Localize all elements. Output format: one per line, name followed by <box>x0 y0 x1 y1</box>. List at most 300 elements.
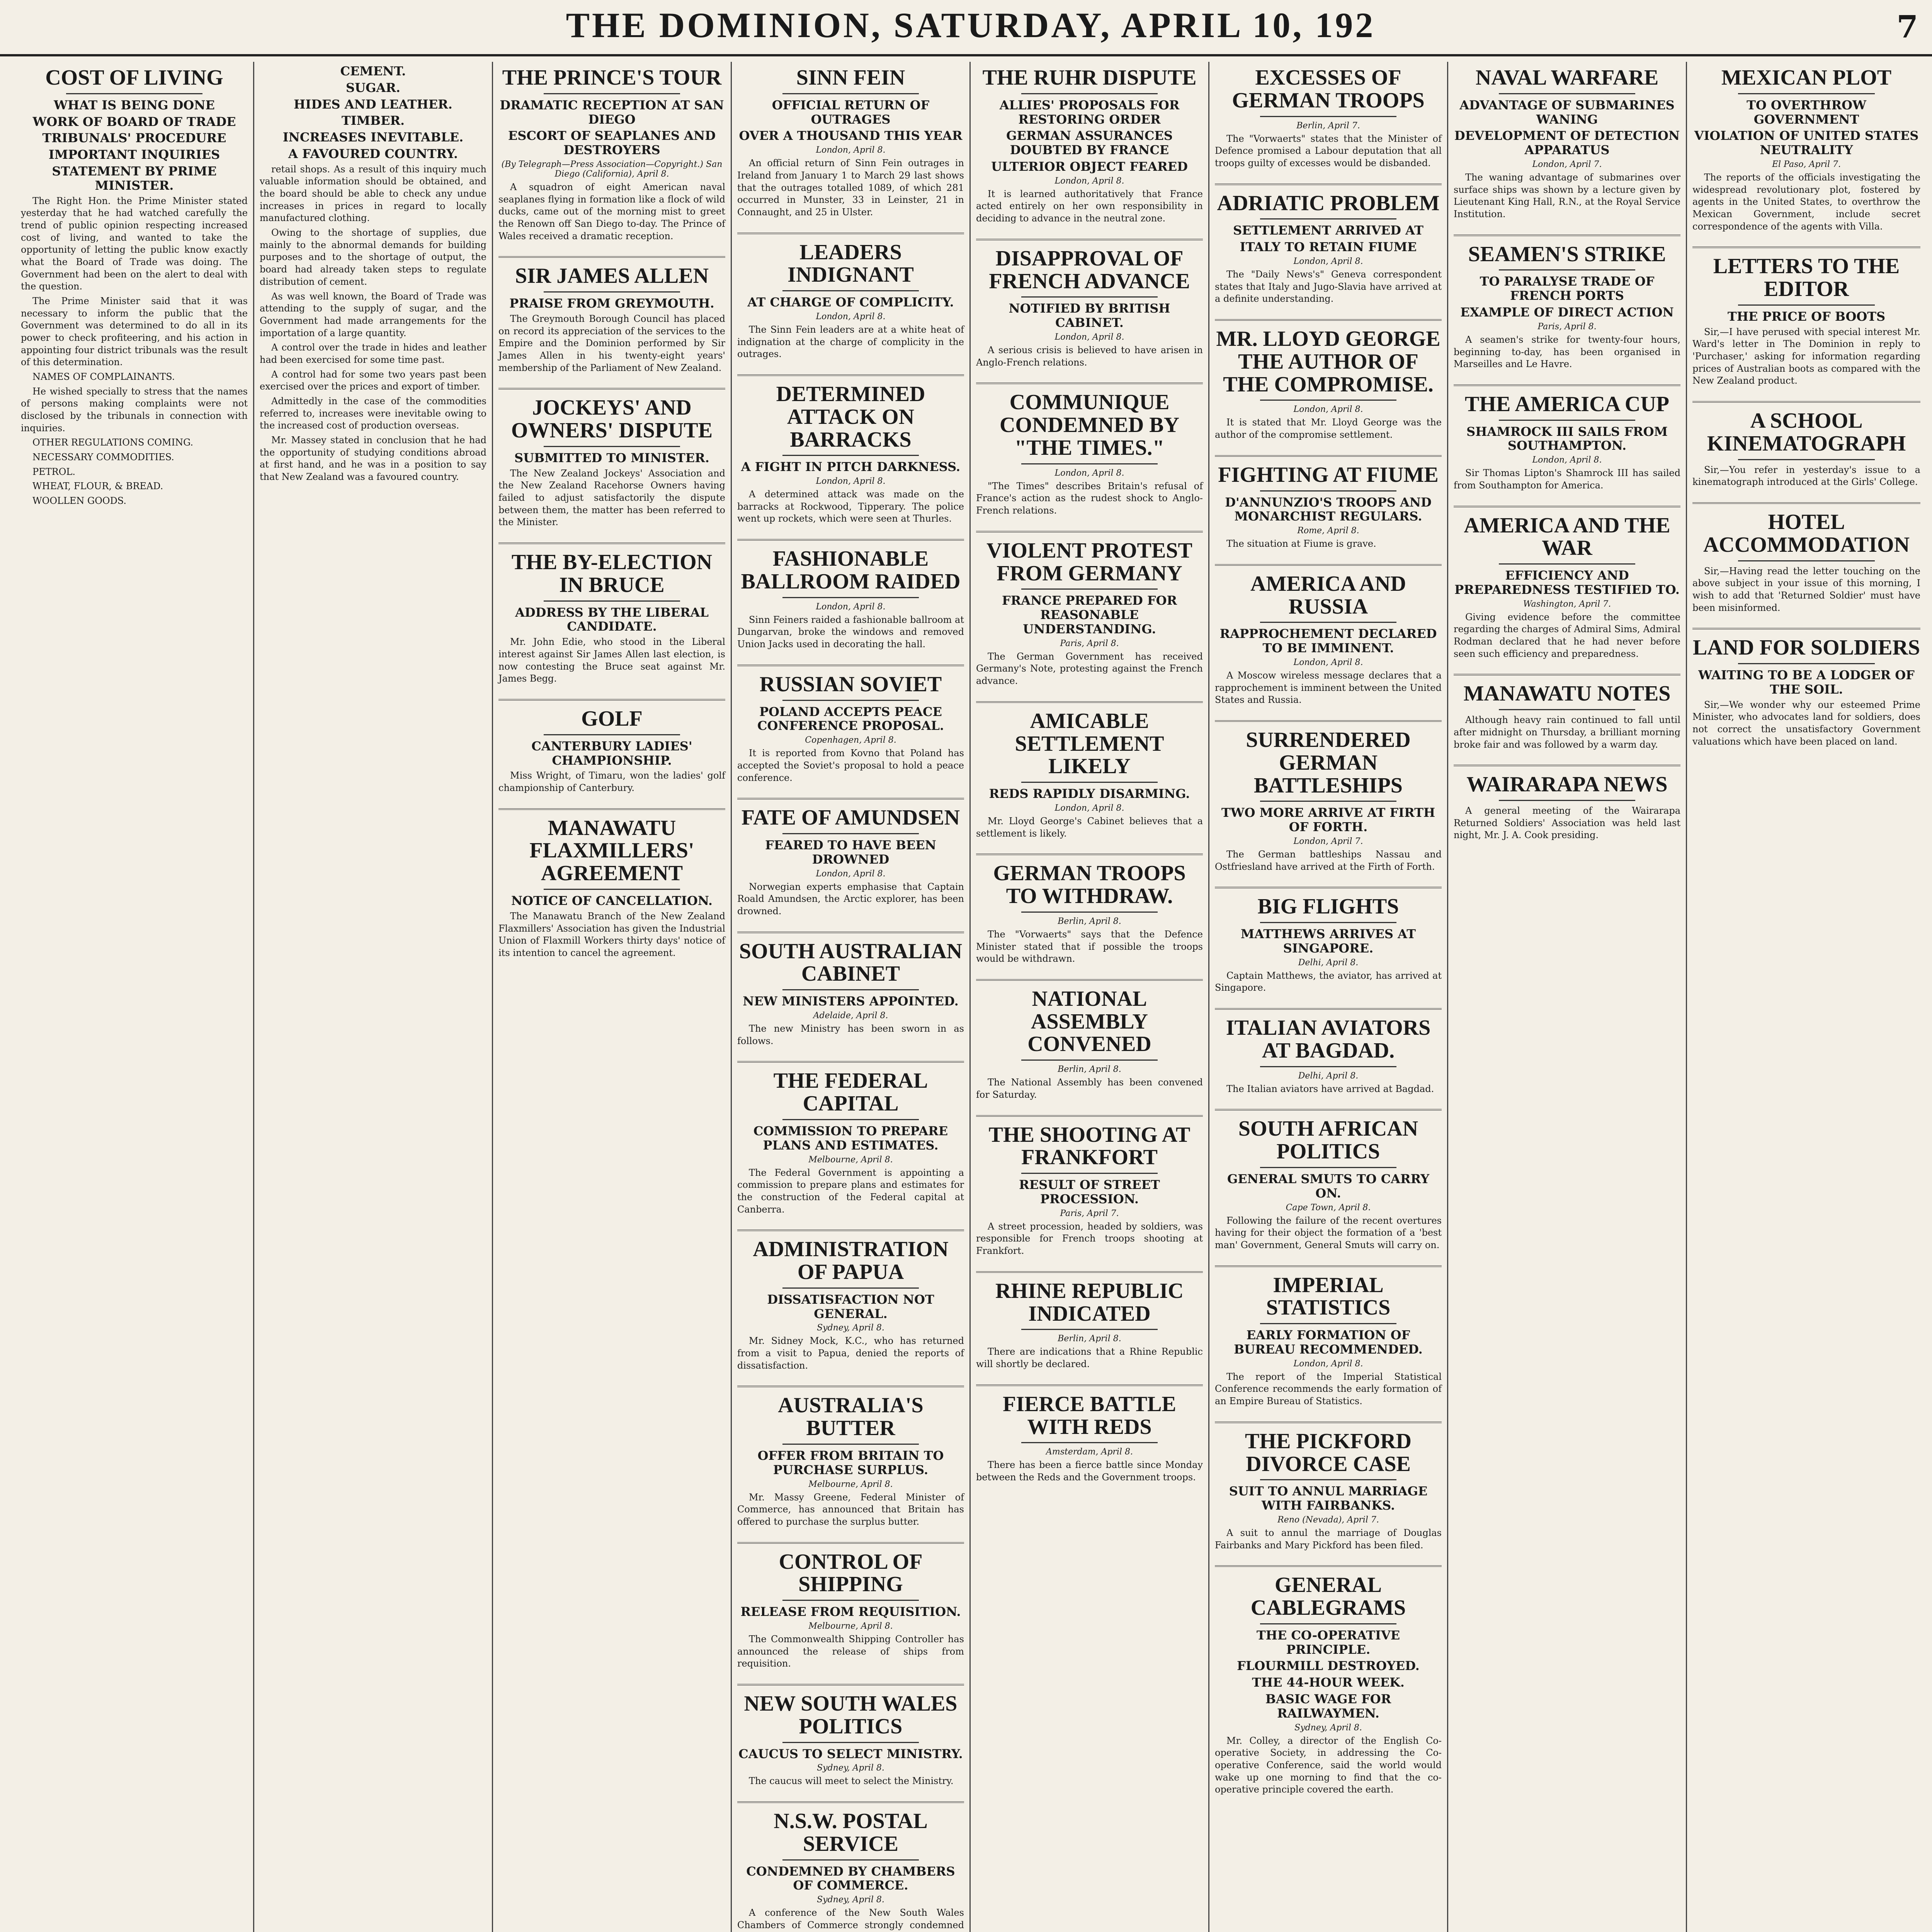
article <box>498 817 725 959</box>
article-separator <box>737 1542 964 1544</box>
article-paragraph: retail shops. As a result of this inquiry much valuable information should be obtained, and the board should be able to check any undue increases in prices in regard to locally manufactured clothing. <box>260 163 486 224</box>
article-subhead: CONDEMNED BY CHAMBERS OF COMMERCE. <box>746 1864 955 1893</box>
headline-rule <box>1738 93 1875 94</box>
article <box>1215 1017 1442 1095</box>
article-paragraph: Mr. John Edie, who stood in the Liberal interest against Sir James Allen last election, is now contesting the Bruce seat against Mr. James Begg. <box>498 636 725 684</box>
article-headline: ITALIAN AVIATORS AT BAGDAD. <box>1226 1016 1431 1063</box>
article-paragraph: Although heavy rain continued to fall until after midnight on Thursday, a brilliant morning broke fair and was followed by a warm day. <box>1454 714 1680 750</box>
article-subhead: TWO MORE ARRIVE AT FIRTH OF FORTH. <box>1221 805 1435 835</box>
headline-rule <box>1260 1479 1396 1480</box>
article-paragraph: He wished specially to stress that the names of persons making complaints were not disclosed by the tribunals in connection with inquiries. <box>21 386 248 434</box>
article-subhead: REDS RAPIDLY DISARMING. <box>989 786 1190 801</box>
article-separator <box>498 256 725 258</box>
article-paragraph: Admittedly in the case of the commodities referred to, increases were inevitable owing to the increased cost of production overseas. <box>260 395 486 431</box>
article-headline: FATE OF AMUNDSEN <box>741 806 960 830</box>
article-subhead: COMMISSION TO PREPARE PLANS AND ESTIMATES. <box>753 1123 948 1153</box>
article-paragraph: The waning advantage of submarines over surface ships was shown by a lecture given by Lieutenant King Hall, R.N., at the Royal Service Institution. <box>1454 172 1680 219</box>
article-subhead: NEW MINISTERS APPOINTED. <box>743 994 959 1009</box>
article <box>1215 573 1442 706</box>
article-dateline: Amsterdam, April 8. <box>1046 1447 1133 1457</box>
article-separator <box>976 383 1203 384</box>
article-paragraph: The "Vorwaerts" says that the Defence Minister stated that if possible the troops would be withdrawn. <box>976 929 1203 964</box>
article-paragraph: Mr. Sidney Mock, K.C., who has returned from a visit to Papua, denied the reports of dissatisfaction. <box>737 1335 964 1371</box>
masthead <box>0 0 1932 56</box>
article <box>498 265 725 374</box>
article-separator <box>976 1384 1203 1386</box>
article <box>1215 1117 1442 1251</box>
article-headline: BIG FLIGHTS <box>1257 895 1399 919</box>
article-headline: LETTERS TO THE EDITOR <box>1713 254 1900 301</box>
headline-rule <box>1260 1167 1396 1168</box>
article-headline: THE RUHR DISPUTE <box>982 66 1197 90</box>
article-headline: AMERICA AND RUSSIA <box>1250 571 1406 619</box>
article-subhead: FRANCE PREPARED FOR REASONABLE UNDERSTANDING. <box>1002 593 1177 636</box>
headline-rule <box>544 889 680 890</box>
headline-rule <box>544 291 680 293</box>
article <box>1692 255 1920 387</box>
article-dateline: Berlin, April 8. <box>1058 916 1121 926</box>
article-subhead: EARLY FORMATION OF BUREAU RECOMMENDED. <box>1234 1328 1423 1357</box>
article-headline: IMPERIAL STATISTICS <box>1266 1273 1391 1320</box>
article <box>976 1124 1203 1257</box>
headline-rule <box>782 1859 918 1861</box>
article-paragraph: It is reported from Kovno that Poland has accepted the Soviet's proposal to hold a peace conference. <box>737 748 964 783</box>
article-separator <box>498 388 725 389</box>
article <box>737 806 964 917</box>
article-separator <box>1692 247 1920 248</box>
headline-rule <box>1260 922 1396 923</box>
article-paragraph: The German Government has received Germany's Note, protesting against the French advance. <box>976 651 1203 687</box>
article-dateline: Melbourne, April 8. <box>808 1621 893 1631</box>
article-headline: COST OF LIVING <box>45 66 223 90</box>
article <box>1454 243 1680 371</box>
article-headline: SINN FEIN <box>796 66 905 90</box>
article <box>737 1238 964 1372</box>
article <box>1692 636 1920 748</box>
article-separator <box>737 1386 964 1387</box>
article-headline: COMMUNIQUE CONDEMNED BY "THE TIMES." <box>999 390 1180 460</box>
article-headline: NATIONAL ASSEMBLY CONVENED <box>1027 986 1151 1056</box>
article <box>21 66 248 507</box>
article-paragraph: WHEAT, FLOUR, & BREAD. <box>32 481 163 492</box>
article-paragraph: A seamen's strike for twenty-four hours, beginning to-day, has been organised in Marseilles and Le Havre. <box>1454 334 1680 370</box>
article <box>976 247 1203 369</box>
article <box>1215 729 1442 873</box>
article-subhead: OVER A THOUSAND THIS YEAR <box>739 128 963 143</box>
article <box>737 1692 964 1787</box>
article-paragraph: The Right Hon. the Prime Minister stated yesterday that he had watched carefully the trend of public opinion respecting increased cost of living, and wanted to take the opportunity of letting the public know exactly what the Board of Trade was doing. The Government had been on the alert to deal with the question. <box>21 195 248 292</box>
article-paragraph: OTHER REGULATIONS COMING. <box>32 437 194 448</box>
article-subhead: TRIBUNALS' PROCEDURE <box>42 131 226 146</box>
article <box>498 707 725 794</box>
article-paragraph: Mr. Lloyd George's Cabinet believes that a settlement is likely. <box>976 815 1203 839</box>
article-subhead: NOTICE OF CANCELLATION. <box>511 893 713 908</box>
article <box>737 1070 964 1216</box>
headline-rule <box>544 734 680 735</box>
article-separator <box>737 1230 964 1231</box>
article <box>976 1393 1203 1484</box>
headline-rule <box>1738 459 1875 460</box>
column-4 <box>732 62 971 1932</box>
article-subhead: FEARED TO HAVE BEEN DROWNED <box>765 837 936 867</box>
article-dateline: Copenhagen, April 8. <box>805 735 896 745</box>
headline-rule <box>782 455 918 456</box>
article-dateline: London, April 8. <box>1054 176 1124 186</box>
article-paragraph: Sir,—We wonder why our esteemed Prime Minister, who advocates land for soldiers, does not correct the unsatisfactory Government valuations which have been placed on land. <box>1692 699 1920 747</box>
headline-rule <box>1260 1623 1396 1624</box>
article-paragraph: A squadron of eight American naval seaplanes flying in formation like a flock of wild ducks, came out of the morning mist to greet the Renown off San Diego to-day. The Prince of Wales received a dramatic reception. <box>498 181 725 242</box>
headline-rule <box>1021 93 1157 94</box>
article-dateline: Delhi, April 8. <box>1298 1071 1359 1081</box>
article-paragraph: A control over the trade in hides and leather had been exercised for some time past. <box>260 342 486 365</box>
headline-rule <box>1021 782 1157 783</box>
article-dateline: London, April 7. <box>1293 837 1363 846</box>
article-dateline: Berlin, April 7. <box>1296 121 1360 131</box>
article-headline: RHINE REPUBLIC INDICATED <box>995 1279 1184 1326</box>
article <box>1215 328 1442 441</box>
article-paragraph: The "Daily News's" Geneva correspondent states that Italy and Jugo-Slavia have arrived at a definite understanding. <box>1215 269 1442 304</box>
article <box>1215 895 1442 994</box>
headline-rule <box>1260 400 1396 401</box>
article <box>737 241 964 361</box>
headline-rule <box>782 1600 918 1601</box>
article-subhead: FLOURMILL DESTROYED. <box>1237 1658 1420 1673</box>
article-paragraph: WOOLLEN GOODS. <box>32 495 127 507</box>
article-subhead: CEMENT. <box>340 64 406 78</box>
article-subhead: RAPPROCHEMENT DECLARED TO BE IMMINENT. <box>1219 626 1437 656</box>
article-headline: A SCHOOL KINEMATOGRAPH <box>1707 409 1906 456</box>
headline-rule <box>1499 800 1635 801</box>
article-dateline: Rome, April 8. <box>1297 526 1359 536</box>
article-headline: NEW SOUTH WALES POLITICS <box>744 1692 957 1738</box>
article-headline: MR. LLOYD GEORGE THE AUTHOR OF THE COMPROMISE. <box>1216 327 1440 396</box>
column-2 <box>254 62 493 1932</box>
article-paragraph: Sir,—I have perused with special interest Mr. Ward's letter in The Dominion in reply to 'Purchaser,' asking for information regarding prices of Australian boots as compared with the New Zealand product. <box>1692 326 1920 386</box>
article-dateline: (By Telegraph—Press Association—Copyright.) San Diego (California), April 8. <box>501 159 723 179</box>
article-paragraph: "The Times" describes Britain's refusal of France's action as the rudest shock to Anglo-French relations. <box>976 480 1203 516</box>
article-separator <box>737 932 964 933</box>
article-subhead: CANTERBURY LADIES' CHAMPIONSHIP. <box>531 738 692 768</box>
article-subhead: CAUCUS TO SELECT MINISTRY. <box>738 1746 963 1761</box>
article-paragraph: There has been a fierce battle since Monday between the Reds and the Government troops. <box>976 1459 1203 1483</box>
article-headline: THE BY-ELECTION IN BRUCE <box>511 550 713 597</box>
article-subhead: ULTERIOR OBJECT FEARED <box>991 159 1188 174</box>
article-separator <box>1454 674 1680 675</box>
article-paragraph: As was well known, the Board of Trade was attending to the supply of sugar, and the Government had made arrangements for the importation of a large quantity. <box>260 291 486 338</box>
article-headline: RUSSIAN SOVIET <box>759 672 942 696</box>
article-headline: FASHIONABLE BALLROOM RAIDED <box>741 547 961 594</box>
headline-rule <box>1021 588 1157 590</box>
article <box>976 988 1203 1101</box>
article-paragraph: The situation at Fiume is grave. <box>1226 538 1376 549</box>
article-headline: LAND FOR SOLDIERS <box>1692 636 1920 660</box>
headline-rule <box>1260 801 1396 802</box>
headline-rule <box>1260 490 1396 492</box>
article-separator <box>1454 506 1680 507</box>
article <box>976 539 1203 687</box>
headline-rule <box>782 93 918 94</box>
article-headline: DETERMINED ATTACK ON BARRACKS <box>776 382 925 452</box>
article-headline: VIOLENT PROTEST FROM GERMANY <box>986 538 1192 585</box>
headline-rule <box>1021 296 1157 298</box>
article-subhead: NOTIFIED BY BRITISH CABINET. <box>1009 301 1170 330</box>
article-paragraph: PETROL. <box>32 466 75 477</box>
article-subhead: THE CO-OPERATIVE PRINCIPLE. <box>1256 1628 1400 1657</box>
headline-rule <box>782 989 918 990</box>
headline-rule <box>1021 1329 1157 1330</box>
article <box>1215 464 1442 550</box>
article-subhead: ADDRESS BY THE LIBERAL CANDIDATE. <box>515 605 709 634</box>
article-separator <box>737 1801 964 1803</box>
column-8 <box>1687 62 1926 1932</box>
article-headline: GERMAN TROOPS TO WITHDRAW. <box>993 861 1186 908</box>
article-headline: N.S.W. POSTAL SERVICE <box>774 1809 928 1856</box>
article-subhead: OFFER FROM BRITAIN TO PURCHASE SURPLUS. <box>757 1448 944 1477</box>
article-paragraph: A conference of the New South Wales Chambers of Commerce strongly condemned <box>737 1907 964 1930</box>
article <box>1215 66 1442 170</box>
article-subhead: STATEMENT BY PRIME MINISTER. <box>52 163 217 193</box>
article-paragraph: A street procession, headed by soldiers, was responsible for French troops shooting at Frankfort. <box>976 1221 1203 1257</box>
article-subhead: IMPORTANT INQUIRIES <box>48 147 220 162</box>
article <box>1692 66 1920 233</box>
article-separator <box>1692 628 1920 629</box>
article-headline: THE SHOOTING AT FRANKFORT <box>988 1122 1190 1170</box>
article-subhead: ITALY TO RETAIN FIUME <box>1240 240 1417 255</box>
article-headline: THE AMERICA CUP <box>1465 392 1669 416</box>
article-dateline: Paris, April 8. <box>1060 638 1119 648</box>
article-separator <box>1215 1008 1442 1010</box>
article-paragraph: Norwegian experts emphasise that Captain Roald Amundsen, the Arctic explorer, has been drowned. <box>737 881 964 917</box>
article-headline: JOCKEYS' AND OWNERS' DISPUTE <box>511 396 713 443</box>
article-headline: HOTEL ACCOMMODATION <box>1703 510 1910 557</box>
article-paragraph: Mr. Massy Greene, Federal Minister of Commerce, has announced that Britain has offered to purchase the surplus butter. <box>737 1492 964 1527</box>
article-subhead: SHAMROCK III SAILS FROM SOUTHAMPTON. <box>1466 424 1668 453</box>
headline-rule <box>1499 269 1635 270</box>
article-separator <box>1215 1565 1442 1567</box>
article-separator <box>1215 1265 1442 1267</box>
article <box>1454 773 1680 842</box>
article-paragraph: Mr. Colley, a director of the English Co-operative Society, in addressing the Co-operative Conference, said the world would wake up one morning to find that the co-operative principle covered the earth. <box>1215 1735 1442 1795</box>
article-paragraph: A suit to annul the marriage of Douglas Fairbanks and Mary Pickford has been filed. <box>1215 1527 1442 1551</box>
article-separator <box>1215 455 1442 457</box>
column-6 <box>1209 62 1448 1932</box>
column-3 <box>493 62 732 1932</box>
article <box>976 391 1203 517</box>
article-paragraph: The National Assembly has been convened for Saturday. <box>976 1077 1203 1100</box>
article-paragraph: Giving evidence before the committee regarding the charges of Admiral Sims, Admiral Rodman declared that he had never before seen such efficiency and preparedness. <box>1454 611 1680 659</box>
article <box>737 1551 964 1670</box>
article <box>1215 192 1442 305</box>
article <box>260 64 486 483</box>
headline-rule <box>1499 709 1635 710</box>
article <box>976 66 1203 225</box>
article <box>976 710 1203 840</box>
article-separator <box>976 239 1203 240</box>
article-dateline: London, April 8. <box>816 476 886 486</box>
headline-rule <box>544 93 680 94</box>
article-dateline: Melbourne, April 8. <box>808 1479 893 1489</box>
article-dateline: Paris, April 7. <box>1060 1208 1119 1218</box>
article-headline: EXCESSES OF GERMAN TROOPS <box>1232 66 1425 112</box>
article-paragraph: The German battleships Nassau and Ostfriesland have arrived at the Firth of Forth. <box>1215 849 1442 872</box>
article-subhead: HIDES AND LEATHER. <box>294 97 452 112</box>
column-5 <box>971 62 1209 1932</box>
headline-rule <box>544 446 680 447</box>
article-subhead: SETTLEMENT ARRIVED AT <box>1233 223 1423 238</box>
article-subhead: THE 44-HOUR WEEK. <box>1252 1675 1405 1690</box>
article-subhead: PRAISE FROM GREYMOUTH. <box>509 296 714 311</box>
article-paragraph: Sir Thomas Lipton's Shamrock III has sailed from Southampton for America. <box>1454 468 1680 491</box>
headline-rule <box>1260 218 1396 219</box>
article-dateline: Berlin, April 8. <box>1058 1334 1121 1344</box>
article-paragraph: Sir,—You refer in yesterday's issue to a kinematograph introduced at the Girls' College. <box>1692 464 1920 488</box>
article <box>1454 514 1680 660</box>
article-headline: LEADERS INDIGNANT <box>787 240 914 287</box>
article-paragraph: There are indications that a Rhine Republic will shortly be declared. <box>976 1346 1203 1370</box>
article-separator <box>976 1115 1203 1117</box>
headline-rule <box>1260 622 1396 623</box>
article-separator <box>498 808 725 810</box>
headline-rule <box>782 833 918 834</box>
article-subhead: OFFICIAL RETURN OF OUTRAGES <box>772 97 930 127</box>
article-subhead: GERMAN ASSURANCES DOUBTED BY FRANCE <box>1006 128 1173 158</box>
article-headline: NAVAL WARFARE <box>1475 66 1659 90</box>
article-separator <box>976 701 1203 703</box>
article <box>1454 393 1680 492</box>
article <box>737 66 964 219</box>
article-separator <box>976 1271 1203 1273</box>
article-separator <box>1215 720 1442 722</box>
article <box>737 548 964 651</box>
article-paragraph: Following the failure of the recent overtures having for their object the formation of a 'best man' Government, General Smuts will carry on. <box>1215 1215 1442 1250</box>
headline-rule <box>1499 420 1635 421</box>
article-paragraph: The Greymouth Borough Council has placed on record its appreciation of the services to the Empire and the Dominion performed by Sir James Allen in his twenty-eight years' membership of the Parliament of New Zealand. <box>498 313 725 373</box>
headline-rule <box>1021 912 1157 913</box>
article <box>976 862 1203 965</box>
article-dateline: London, April 8. <box>1293 658 1363 667</box>
article-subhead: WORK OF BOARD OF TRADE <box>32 114 236 129</box>
article-headline: AMERICA AND THE WAR <box>1464 513 1670 560</box>
headline-rule <box>1260 116 1396 117</box>
headline-rule <box>782 1287 918 1289</box>
article-dateline: Delhi, April 8. <box>1298 957 1359 968</box>
article-subhead: RESULT OF STREET PROCESSION. <box>1019 1177 1160 1206</box>
article-dateline: London, April 8. <box>1054 803 1124 813</box>
article-dateline: London, April 8. <box>1293 257 1363 266</box>
article-headline: SIR JAMES ALLEN <box>515 264 709 288</box>
article-subhead: THE PRICE OF BOOTS <box>1727 309 1886 324</box>
article-dateline: London, April 8. <box>816 145 886 155</box>
article-separator <box>498 699 725 701</box>
article-paragraph: A Moscow wireless message declares that a rapprochement is imminent between the United States and Russia. <box>1215 670 1442 706</box>
headline-rule <box>782 700 918 701</box>
newspaper-title: THE DOMINION, SATURDAY, APRIL 10, 192 <box>566 5 1376 45</box>
article-paragraph: Sinn Feiners raided a fashionable ballroom at Dungarvan, broke the windows and removed Union Jacks used in decorating the hall. <box>737 614 964 650</box>
article-separator <box>1215 1422 1442 1423</box>
article <box>737 383 964 525</box>
article-subhead: DRAMATIC RECEPTION AT SAN DIEGO <box>500 97 724 127</box>
article-separator <box>737 665 964 666</box>
article-dateline: Washington, April 7. <box>1523 599 1611 609</box>
article-subhead: TO PARALYSE TRADE OF FRENCH PORTS <box>1480 274 1655 303</box>
article-paragraph: Sir,—Having read the letter touching on the above subject in your issue of this morning, I wish to add that 'Returned Soldier' must have been misinformed. <box>1692 565 1920 613</box>
article-headline: GENERAL CABLEGRAMS <box>1250 1573 1406 1620</box>
headline-rule <box>1021 463 1157 464</box>
article-separator <box>737 374 964 376</box>
article-headline: THE PICKFORD DIVORCE CASE <box>1245 1429 1412 1476</box>
article-dateline: Berlin, April 8. <box>1058 1065 1121 1075</box>
article <box>737 940 964 1048</box>
article-paragraph: NECESSARY COMMODITIES. <box>32 452 174 463</box>
article-dateline: London, April 7. <box>1532 159 1602 169</box>
article-headline: SURRENDERED GERMAN BATTLESHIPS <box>1246 728 1411 798</box>
article-dateline: Melbourne, April 8. <box>808 1155 893 1165</box>
article-headline: SEAMEN'S STRIKE <box>1468 242 1666 266</box>
headline-rule <box>1021 1442 1157 1443</box>
article-separator <box>1215 319 1442 321</box>
article-subhead: EFFICIENCY AND PREPAREDNESS TESTIFIED TO. <box>1454 568 1680 597</box>
article-separator <box>737 1684 964 1685</box>
article-headline: MANAWATU FLAXMILLERS' AGREEMENT <box>529 816 694 886</box>
article <box>1215 1574 1442 1796</box>
headline-rule <box>1260 1066 1396 1067</box>
article-dateline: Adelaide, April 8. <box>813 1010 888 1020</box>
headline-rule <box>782 1119 918 1120</box>
article-dateline: London, April 8. <box>1293 405 1363 415</box>
article-paragraph: Captain Matthews, the aviator, has arrived at Singapore. <box>1215 970 1442 993</box>
article-dateline: Sydney, April 8. <box>817 1323 884 1333</box>
article-headline: AMICABLE SETTLEMENT LIKELY <box>1015 709 1164 779</box>
article-subhead: A FAVOURED COUNTRY. <box>288 146 458 161</box>
article <box>1215 1430 1442 1552</box>
article-dateline: Sydney, April 8. <box>1294 1723 1362 1733</box>
article-subhead: RELEASE FROM REQUISITION. <box>740 1604 961 1619</box>
article-subhead: SUGAR. <box>346 80 400 95</box>
article-paragraph: A control had for some two years past been exercised over the prices and export of timber. <box>260 369 486 392</box>
article-headline: ADRIATIC PROBLEM <box>1217 191 1440 215</box>
column-1 <box>15 62 254 1932</box>
article-subhead: WHAT IS BEING DONE <box>54 97 215 112</box>
article-separator <box>1692 401 1920 403</box>
headline-rule <box>782 1742 918 1743</box>
article <box>1692 410 1920 488</box>
article-paragraph: Miss Wright, of Timaru, won the ladies' golf championship of Canterbury. <box>498 770 725 793</box>
article-dateline: London, April 8. <box>816 869 886 879</box>
article-dateline: London, April 8. <box>816 311 886 321</box>
article-dateline: Sydney, April 8. <box>817 1895 884 1905</box>
article-subhead: EXAMPLE OF DIRECT ACTION <box>1460 305 1674 320</box>
article <box>737 673 964 784</box>
article-subhead: DEVELOPMENT OF DETECTION APPARATUS <box>1454 128 1680 158</box>
article-subhead: DISSATISFACTION NOT GENERAL. <box>767 1292 934 1321</box>
article-subhead: BASIC WAGE FOR RAILWAYMEN. <box>1265 1692 1391 1721</box>
article-dateline: Sydney, April 8. <box>817 1763 884 1773</box>
article-subhead: D'ANNUNZIO'S TROOPS AND MONARCHIST REGULARS. <box>1225 495 1432 524</box>
article-separator <box>737 798 964 799</box>
article-subhead: ADVANTAGE OF SUBMARINES WANING <box>1459 97 1675 127</box>
article-paragraph: Mr. Massey stated in conclusion that he had the opportunity of studying conditions abroad at first hand, and he was in a position to say that New Zealand was a favoured country. <box>260 434 486 482</box>
article-paragraph: A general meeting of the Wairarapa Returned Soldiers' Association was held last night, Mr. J. A. Cook presiding. <box>1454 805 1680 841</box>
headline-rule <box>1738 560 1875 561</box>
article-headline: WAIRARAPA NEWS <box>1466 772 1668 797</box>
article-dateline: London, April 8. <box>816 602 886 612</box>
article-paragraph: An official return of Sinn Fein outrages in Ireland from January 1 to March 29 last shows that the outrages totalled 1089, of which 281 occurred in Munster, 33 in Leinster, 21 in Connaught, and 25 in Ulster. <box>737 158 964 218</box>
article-dateline: London, April 8. <box>1054 332 1124 342</box>
article-paragraph: The reports of the officials investigating the widespread revolutionary plot, fostered by agents in the United States, to overthrow the Mexican Government, include secret correspondence of the agents with Villa. <box>1692 172 1920 232</box>
article-dateline: Paris, April 8. <box>1537 321 1597 332</box>
article-paragraph: The Italian aviators have arrived at Bagdad. <box>1226 1083 1434 1094</box>
article-subhead: TIMBER. <box>341 113 405 128</box>
